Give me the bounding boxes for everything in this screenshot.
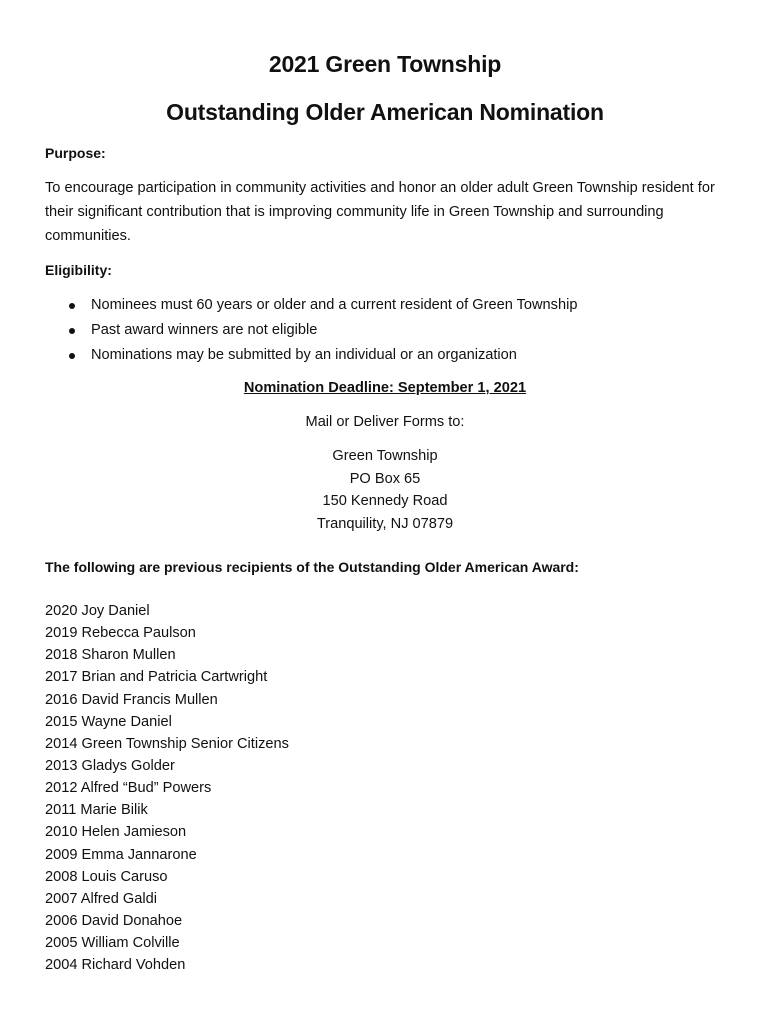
deadline-line [0, 380, 770, 396]
document-title-line-1: 2021 Green Township [268, 51, 502, 77]
purpose-text: To encourage participation in community activities and honor an older adult Green Township resident for their significant contribution that is improving community life in Green Township and surrounding communities. [45, 180, 715, 244]
recipient-item: 2014 Green Township Senior Citizens [45, 735, 289, 752]
recipient-item: 2012 Alfred “Bud” Powers [45, 780, 212, 797]
recipient-item: 2013 Gladys Golder [45, 757, 175, 774]
eligibility-item-text: Past award winners are not eligible [91, 321, 318, 338]
eligibility-item [45, 293, 577, 318]
address-line: Green Township [332, 448, 438, 464]
recipient-item: 2010 Helen Jamieson [45, 824, 187, 841]
recipient-item: 2007 Alfred Galdi [45, 890, 157, 907]
mail-label: Mail or Deliver Forms to: [305, 414, 465, 430]
recipient-item: 2009 Emma Jannarone [45, 846, 197, 863]
address-line: 150 Kennedy Road [322, 493, 448, 509]
eligibility-list [45, 293, 577, 367]
nomination-deadline: Nomination Deadline: September 1, 2021 [243, 380, 527, 396]
address-line: Tranquility, NJ 07879 [316, 515, 454, 532]
eligibility-item-text: Nominations may be submitted by an individual or an organization [91, 346, 517, 363]
recipients-heading: The following are previous recipients of the Outstanding Older American Award: [45, 559, 579, 575]
bullet-icon [69, 353, 75, 359]
eligibility-item [45, 318, 577, 343]
recipient-item: 2008 Louis Caruso [45, 868, 168, 885]
eligibility-item-text: Nominees must 60 years or older and a current resident of Green Township [91, 297, 578, 313]
recipient-item: 2011 Marie Bilik [45, 802, 148, 819]
document-title-line-2: Outstanding Older American Nomination [166, 99, 604, 125]
bullet-icon [69, 328, 75, 334]
recipient-item: 2019 Rebecca Paulson [45, 625, 196, 642]
recipient-item: 2017 Brian and Patricia Cartwright [45, 669, 268, 686]
address-line: PO Box 65 [349, 470, 421, 487]
recipient-item: 2004 Richard Vohden [45, 957, 186, 974]
recipient-item: 2016 David Francis Mullen [45, 691, 218, 708]
mailing-address [0, 445, 770, 535]
recipient-item: 2006 David Donahoe [45, 912, 183, 929]
recipient-item: 2015 Wayne Daniel [45, 713, 172, 730]
bullet-icon [69, 303, 75, 309]
recipient-item: 2005 William Colville [45, 935, 180, 952]
eligibility-item [45, 343, 577, 368]
purpose-heading: Purpose: [45, 145, 106, 161]
recipient-item: 2018 Sharon Mullen [45, 647, 176, 664]
eligibility-heading: Eligibility: [45, 262, 112, 278]
recipient-item: 2020 Joy Daniel [45, 603, 150, 619]
recipients-list [45, 600, 289, 976]
